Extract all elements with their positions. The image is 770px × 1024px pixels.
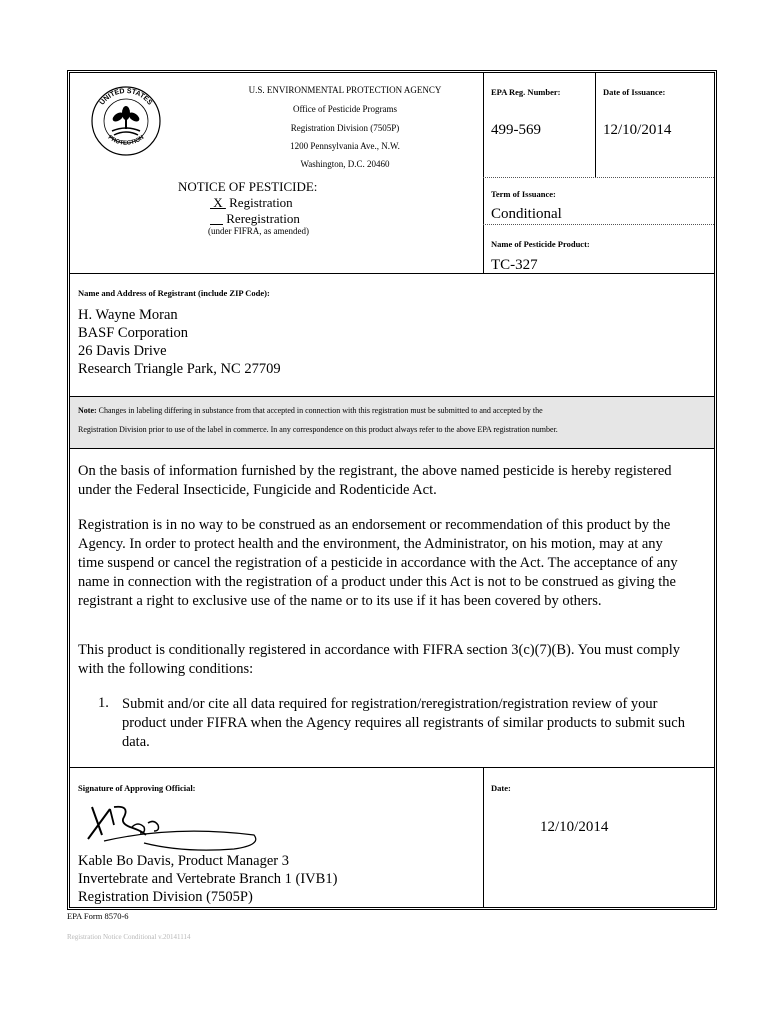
epa-seal-icon [86, 79, 166, 159]
divider [483, 767, 484, 907]
notice-option-registration: X Registration [210, 195, 293, 210]
divider [595, 73, 596, 177]
issuance-date-label: Date of Issuance: [603, 87, 666, 97]
paragraph-line: time suspend or cancel the registration of a pesticide in accordance with the Act. The acceptance of any [78, 555, 678, 571]
notice-option-reregistration: Reregistration [223, 211, 300, 226]
paragraph-line: name in connection with the registration of a product under this Act is not to be construed as giving the [78, 574, 676, 590]
registrant-company: BASF Corporation [78, 325, 188, 341]
registrant-name: H. Wayne Moran [78, 307, 178, 323]
paragraph-line: registrant a right to exclusive use of the name or to its use if it has been covered by others. [78, 593, 602, 609]
condition-number: 1. [98, 695, 109, 711]
paragraph-line: Agency. In order to protect health and the environment, the Administrator, on his motion, may at any [78, 536, 663, 552]
divider [70, 273, 714, 274]
divider [70, 767, 714, 768]
agency-name: U.S. ENVIRONMENTAL PROTECTION AGENCY [248, 85, 442, 95]
paragraph-disclaimer [78, 516, 710, 611]
official-name: Kable Bo Davis, Product Manager 3 [78, 853, 290, 869]
handwritten-signature [84, 795, 264, 855]
note-line-2: Registration Division prior to use of the label in commerce. In any correspondence on this product always refer to the above EPA registration number. [78, 425, 558, 434]
paragraph-line: Registration is in no way to be construed as an endorsement or recommendation of this product by the [78, 517, 671, 533]
agency-city: Washington, D.C. 20460 [300, 159, 390, 169]
note-line-1 [78, 406, 543, 415]
paragraph-conditions [78, 641, 710, 679]
condition-item [122, 695, 712, 752]
notice-title: NOTICE OF PESTICIDE: [178, 179, 318, 194]
divider [483, 177, 714, 178]
agency-division: Registration Division (7505P) [290, 123, 400, 133]
condition-line: data. [122, 734, 150, 750]
official-branch: Invertebrate and Vertebrate Branch 1 (IVB1) [78, 871, 338, 887]
condition-line: product under FIFRA when the Agency requires all registrants of similar products to submit such [122, 715, 685, 731]
form-frame [67, 70, 717, 910]
signature-date: 12/10/2014 [540, 819, 609, 835]
paragraph-line: with the following conditions: [78, 661, 254, 677]
agency-street: 1200 Pennsylvania Ave., N.W. [290, 141, 400, 151]
product-name-label: Name of Pesticide Product: [491, 239, 590, 249]
paragraph-line: On the basis of information furnished by the registrant, the above named pesticide is hereby registered [78, 463, 672, 479]
official-division: Registration Division (7505P) [78, 889, 253, 905]
svg-text:UNITED STATES: UNITED STATES [98, 87, 154, 107]
issuance-date-value: 12/10/2014 [603, 122, 672, 138]
agency-office: Office of Pesticide Programs [292, 104, 398, 114]
product-name-value: TC-327 [491, 257, 538, 273]
term-label: Term of Issuance: [491, 189, 556, 199]
form-version: Registration Notice Conditional v.20141114 [67, 933, 191, 941]
svg-text:PROTECTION: PROTECTION [106, 134, 146, 147]
note-text-1: Changes in labeling differing in substance from that accepted in connection with this registration must be submitted to and accepted by the [96, 406, 543, 415]
paragraph-basis [78, 462, 710, 500]
signature-label: Signature of Approving Official: [78, 783, 196, 793]
reg-number-label: EPA Reg. Number: [491, 87, 561, 97]
term-value: Conditional [491, 206, 562, 222]
paragraph-line: This product is conditionally registered in accordance with FIFRA section 3(c)(7)(B). You must comply [78, 642, 681, 658]
note-label: Note: [78, 406, 97, 415]
registrant-street: 26 Davis Drive [78, 343, 167, 359]
notice-subtitle: (under FIFRA, as amended) [208, 226, 309, 236]
form-number: EPA Form 8570-6 [67, 911, 129, 921]
note-box [70, 396, 714, 449]
date-label: Date: [491, 783, 511, 793]
registrant-city: Research Triangle Park, NC 27709 [78, 361, 281, 377]
registrant-label: Name and Address of Registrant (include ZIP Code): [78, 288, 270, 298]
condition-line: Submit and/or cite all data required for registration/reregistration/registration review of your [122, 696, 658, 712]
divider [483, 73, 484, 273]
paragraph-line: under the Federal Insecticide, Fungicide and Rodenticide Act. [78, 482, 437, 498]
reg-number-value: 499-569 [491, 122, 541, 138]
divider [483, 224, 714, 225]
